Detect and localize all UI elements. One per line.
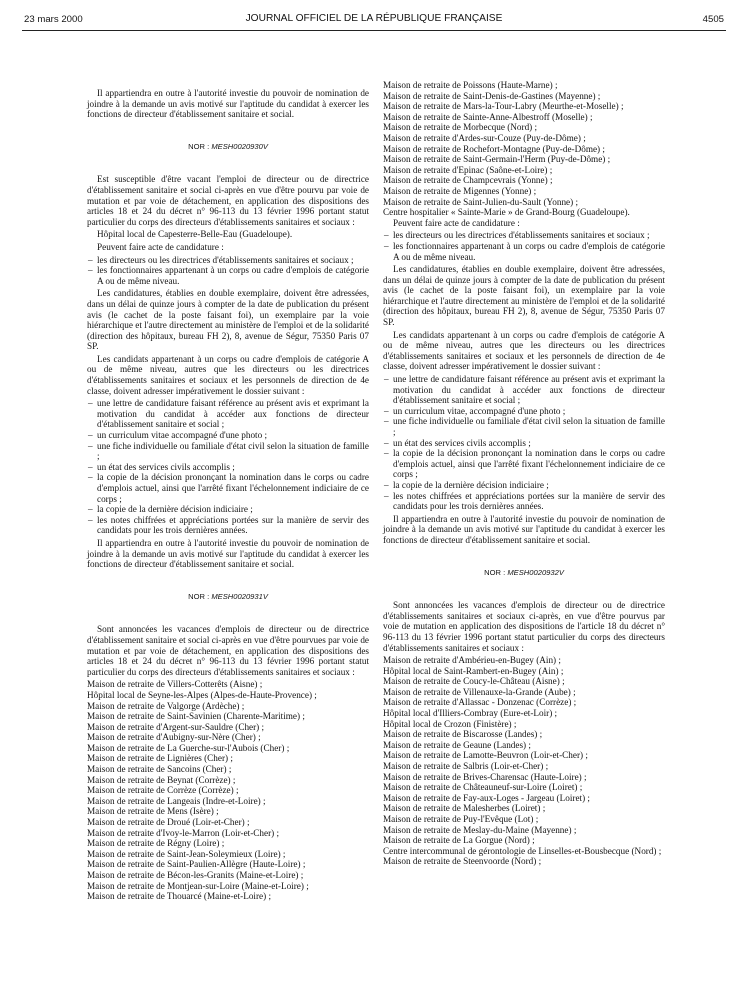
list-item: Maison de retraite de Saint-Jean-Soleymieux (Loire) ;	[87, 848, 286, 859]
nor-reference-2	[87, 592, 369, 603]
list-item: Maison de retraite de La Gorgue (Nord) ;	[383, 835, 535, 846]
list-item: Maison de retraite de Saint-Denis-de-Gastines (Mayenne) ;	[383, 90, 601, 101]
list-item: Maison de retraite de Saint-Savinien (Charente-Maritime) ;	[87, 711, 305, 722]
notice1-closing: Il appartiendra en outre à l'autorité investie du pouvoir de nomination de joindre à la demande un avis motivé sur l'aptitude du candidat à exercer les fonctions de directeur d'établissement sanitaire et social.	[87, 537, 369, 570]
left-column	[87, 88, 369, 902]
list-item: Maison de retraite de Steenvoorde (Nord) ;	[383, 856, 542, 867]
list-item: – une lettre de candidature faisant référence au présent avis et exprimant la motivation du candidat à accéder aux fonctions de directeur d'établissement sanitaire et social ;	[87, 398, 369, 430]
list-item: Maison de retraite de Malesherbes (Loiret) ;	[383, 803, 546, 814]
list-item: Maison de retraite de Lamotte-Beuvron (Loir-et-Cher) ;	[383, 750, 588, 761]
notice1-dossier-list	[87, 398, 369, 536]
notice2-submission: Les candidatures, établies en double exemplaire, doivent être adressées, dans un délai de quinze jours à compter de la date de publication du présent avis (le cachet de la poste faisant foi), un exemplaire par la voie hiérarchique et l'autre directement au ministère de l'emploi et de la solidarité (direction des hôpitaux, bureau FH 2), 8, avenue de Ségur, 75350 Paris 07 SP.	[383, 264, 665, 328]
list-item: – la copie de la dernière décision indiciaire ;	[383, 480, 665, 491]
list-item: Maison de retraite de Geaune (Landes) ;	[383, 739, 531, 750]
list-item: – les notes chiffrées et appréciations portées sur la manière de servir des candidats pour les trois dernières années.	[87, 515, 369, 536]
list-item: Maison de retraite de Langeais (Indre-et-Loire) ;	[87, 795, 266, 806]
list-item: Hôpital local de Saint-Rambert-en-Bugey (Ain) ;	[383, 665, 564, 676]
nor-reference-1	[87, 142, 369, 153]
list-item: Maison de retraite d'Ambérieu-en-Bugey (Ain) ;	[383, 655, 561, 666]
header-rule	[22, 30, 726, 31]
list-item: Maison de retraite d'Ardes-sur-Couze (Puy-de-Dôme) ;	[383, 132, 586, 143]
list-item: – la copie de la décision prononçant la nomination dans le corps ou cadre d'emplois actuel, ainsi que l'arrêté fixant l'échelonnement indiciaire de ce corps ;	[383, 448, 665, 480]
notice2-dossier-list	[383, 374, 665, 512]
notice2-intro: Sont annoncées les vacances d'emplois de directeur ou de directrice d'établissement sanitaire et social ci-après en vue d'être pourvues par voie de mutation et par voie de détachement, en application des dispositions des articles 18 et 24 du décret n° 96-113 du 13 février 1996 portant statut particulier du corps des directeurs d'établissements sanitaires et sociaux :	[87, 624, 369, 677]
list-item: Maison de retraite de Saint-Germain-l'Herm (Puy-de-Dôme) ;	[383, 154, 611, 165]
list-item: Maison de retraite de Morbecque (Nord) ;	[383, 122, 538, 133]
nor-code: MESH0020932V	[507, 567, 564, 577]
list-item: Maison de retraite de La Guerche-sur-l'Aubois (Cher) ;	[87, 742, 290, 753]
nor-code: MESH0020931V	[211, 591, 268, 601]
list-item: Maison de retraite de Bécon-les-Granits (Maine-et-Loire) ;	[87, 870, 304, 880]
list-item: Centre intercommunal de gérontologie de Linselles-et-Bousbecque (Nord) ;	[383, 845, 662, 856]
list-item: Maison de retraite de Saint-Paulien-Allègre (Haute-Loire) ;	[87, 859, 306, 870]
nor-label: NOR :	[188, 591, 210, 601]
notice1-candidacy-intro: Peuvent faire acte de candidature :	[97, 241, 224, 252]
list-item: Maison de retraite de Brives-Charensac (Haute-Loire) ;	[383, 771, 587, 782]
list-item: Maison de retraite de Mens (Isère) ;	[87, 806, 219, 817]
list-item: Maison de retraite de Régny (Loire) ;	[87, 838, 225, 849]
list-item: Maison de retraite d'Epinac (Saône-et-Loire) ;	[383, 164, 553, 175]
list-item: Maison de retraite de Biscarosse (Landes) ;	[383, 729, 543, 740]
page-header	[22, 12, 726, 30]
notice2-establishment-list-continued	[383, 80, 665, 218]
list-item: Maison de retraite de Châteauneuf-sur-Loire (Loiret) ;	[383, 782, 583, 793]
notice2-candidacy-intro: Peuvent faire acte de candidature :	[393, 217, 520, 228]
notice1-candidacy-list	[87, 255, 369, 287]
list-item: Maison de retraite d'Argent-sur-Sauldre (Cher) ;	[87, 721, 265, 732]
list-item: Hôpital local de Crozon (Finistère) ;	[383, 718, 517, 729]
list-item: – les notes chiffrées et appréciations portées sur la manière de servir des candidats pour les trois dernières années.	[383, 491, 665, 512]
list-item: Maison de retraite de Beynat (Corrèze) ;	[87, 774, 236, 785]
list-item: – une fiche individuelle ou familiale d'état civil selon la situation de famille ;	[87, 441, 369, 462]
list-item: Hôpital local d'Illiers-Combray (Eure-et-Loir) ;	[383, 708, 558, 719]
list-item: Maison de retraite de Coucy-le-Château (Aisne) ;	[383, 676, 565, 687]
list-item: Maison de retraite de Mars-la-Tour-Labry (Meurthe-et-Moselle) ;	[383, 101, 624, 112]
notice2-closing: Il appartiendra en outre à l'autorité investie du pouvoir de nomination de joindre à la demande un avis motivé sur l'aptitude du candidat à exercer les fonctions de directeur d'établissement sanitaire et social.	[383, 513, 665, 545]
list-item: Maison de retraite de Villenauxe-la-Grande (Aube) ;	[383, 686, 576, 697]
list-item: – les directeurs ou les directrices d'établissements sanitaires et sociaux ;	[383, 230, 665, 241]
notice3-establishment-list	[383, 655, 665, 867]
nor-code: MESH0020930V	[211, 141, 268, 151]
list-item: Maison de retraite de Thouarcé (Maine-et-Loire) ;	[87, 891, 272, 902]
list-item: – une lettre de candidature faisant référence au présent avis et exprimant la motivation du candidat à accéder aux fonctions de directeur d'établissement sanitaire et social ;	[383, 374, 665, 406]
right-column	[383, 80, 665, 867]
list-item: Maison de retraite de Poissons (Haute-Marne) ;	[383, 80, 558, 90]
list-item: – un curriculum vitae accompagné d'une photo ;	[87, 430, 369, 441]
notice1-dossier-intro: Les candidats appartenant à un corps ou cadre d'emplois de catégorie A ou de même niveau, autres que les directeurs ou les directrices d'établissements sanitaires et sociaux et les personnels de direction de 4e classe, doivent adresser impérativement le dossier suivant :	[87, 353, 369, 396]
nor-reference-3	[383, 568, 665, 579]
list-item: Maison de retraite de Migennes (Yonne) ;	[383, 185, 537, 196]
list-item: – les fonctionnaires appartenant à un corps ou cadre d'emplois de catégorie A ou de même niveau.	[383, 241, 665, 262]
notice2-candidacy-list	[383, 230, 665, 262]
list-item: Maison de retraite de Puy-l'Evêque (Lot) ;	[383, 814, 539, 824]
notice1-submission: Les candidatures, établies en double exemplaire, doivent être adressées, dans un délai de quinze jours à compter de la date de publication du présent avis (le cachet de la poste faisant foi), un exemplaire par la voie hiérarchique et l'autre directement au ministère de l'emploi et de la solidarité (direction des hôpitaux, bureau FH 2), 8, avenue de Ségur, 75350 Paris 07 SP.	[87, 288, 369, 352]
list-item: Maison de retraite d'Ivoy-le-Marron (Loir-et-Cher) ;	[87, 827, 280, 838]
list-item: – un curriculum vitae, accompagné d'une photo ;	[383, 406, 665, 417]
list-item: Maison de retraite d'Allassac - Donzenac (Corrèze) ;	[383, 697, 577, 708]
journal-title: JOURNAL OFFICIEL DE LA RÉPUBLIQUE FRANÇAISE	[245, 13, 503, 24]
nor-label: NOR :	[484, 567, 506, 577]
list-item: Hôpital local de Seyne-les-Alpes (Alpes-de-Haute-Provence) ;	[87, 689, 317, 700]
list-item: Centre hospitalier « Sainte-Marie » de Grand-Bourg (Guadeloupe).	[383, 207, 630, 218]
notice3-intro: Sont annoncées les vacances d'emplois de directeur ou de directrice d'établissements sanitaires et sociaux ci-après, en vue d'être pourvus par voie de mutation en application des dispositions de l'article 18 du décret n° 96-113 du 13 février 1996 portant statut particulier du corps des directeurs d'établissements sanitaires et sociaux :	[383, 600, 665, 653]
list-item: Maison de retraite de Sainte-Anne-Albestroff (Moselle) ;	[383, 111, 593, 122]
list-item: Maison de retraite de Fay-aux-Loges - Jargeau (Loiret) ;	[383, 792, 590, 803]
list-item: Maison de retraite de Salbris (Loir-et-Cher) ;	[383, 761, 549, 772]
list-item: Maison de retraite de Lignières (Cher) ;	[87, 753, 233, 764]
list-item: Maison de retraite de Sancoins (Cher) ;	[87, 764, 232, 775]
list-item: Maison de retraite de Valgorge (Ardèche) ;	[87, 700, 245, 711]
list-item: – la copie de la décision prononçant la nomination dans le corps ou cadre d'emplois actuel, ainsi que l'arrêté fixant l'échelonnement indiciaire de ce corps ;	[87, 472, 369, 504]
list-item: Maison de retraite de Droué (Loir-et-Cher) ;	[87, 817, 250, 828]
list-item: Maison de retraite d'Aubigny-sur-Nère (Cher) ;	[87, 732, 261, 743]
notice2-dossier-intro: Les candidats appartenant à un corps ou cadre d'emplois de catégorie A ou de même niveau, autres que les directeurs ou les directrices d'établissements sanitaires et sociaux et les personnels de direction de 4e classe, doivent adresser impérativement le dossier suivant :	[383, 329, 665, 372]
list-item: – un état des services civils accomplis ;	[87, 462, 369, 473]
list-item: Maison de retraite de Champcevrais (Yonne) ;	[383, 175, 553, 186]
list-item: – une fiche individuelle ou familiale d'état civil selon la situation de famille ;	[383, 416, 665, 437]
page-number: 4505	[702, 14, 724, 25]
intro-paragraph: Il appartiendra en outre à l'autorité investie du pouvoir de nomination de joindre à la demande un avis motivé sur l'aptitude du candidat à exercer les fonctions de directeur d'établissement sanitaire et social.	[87, 88, 369, 120]
notice1-intro: Est susceptible d'être vacant l'emploi de directeur ou de directrice d'établissement sanitaire et social ci-après en vue d'être pourvu par voie de mutation et par voie de détachement, en application des dispositions des articles 18 et 24 du décret n° 96-113 du 13 février 1996 portant statut particulier du corps des directeurs d'établissements sanitaires et sociaux :	[87, 174, 369, 227]
header-date: 23 mars 2000	[24, 14, 83, 25]
list-item: – les directeurs ou les directrices d'établissements sanitaires et sociaux ;	[87, 255, 369, 266]
list-item: Maison de retraite de Montjean-sur-Loire (Maine-et-Loire) ;	[87, 880, 309, 891]
list-item: – les fonctionnaires appartenant à un corps ou cadre d'emplois de catégorie A ou de même niveau.	[87, 265, 369, 286]
list-item: – un état des services civils accomplis ;	[383, 438, 665, 449]
notice2-establishment-list	[87, 679, 369, 901]
list-item: Maison de retraite de Meslay-du-Maine (Mayenne) ;	[383, 824, 577, 835]
notice1-establishment: Hôpital local de Capesterre-Belle-Eau (Guadeloupe).	[97, 229, 293, 240]
list-item: – la copie de la dernière décision indiciaire ;	[87, 504, 369, 515]
list-item: Maison de retraite de Villers-Cotterêts (Aisne) ;	[87, 679, 263, 690]
list-item: Maison de retraite de Saint-Julien-du-Sault (Yonne) ;	[383, 196, 579, 207]
list-item: Maison de retraite de Corrèze (Corrèze) ;	[87, 785, 239, 796]
list-item: Maison de retraite de Rochefort-Montagne (Puy-de-Dôme) ;	[383, 143, 605, 154]
nor-label: NOR :	[188, 141, 210, 151]
